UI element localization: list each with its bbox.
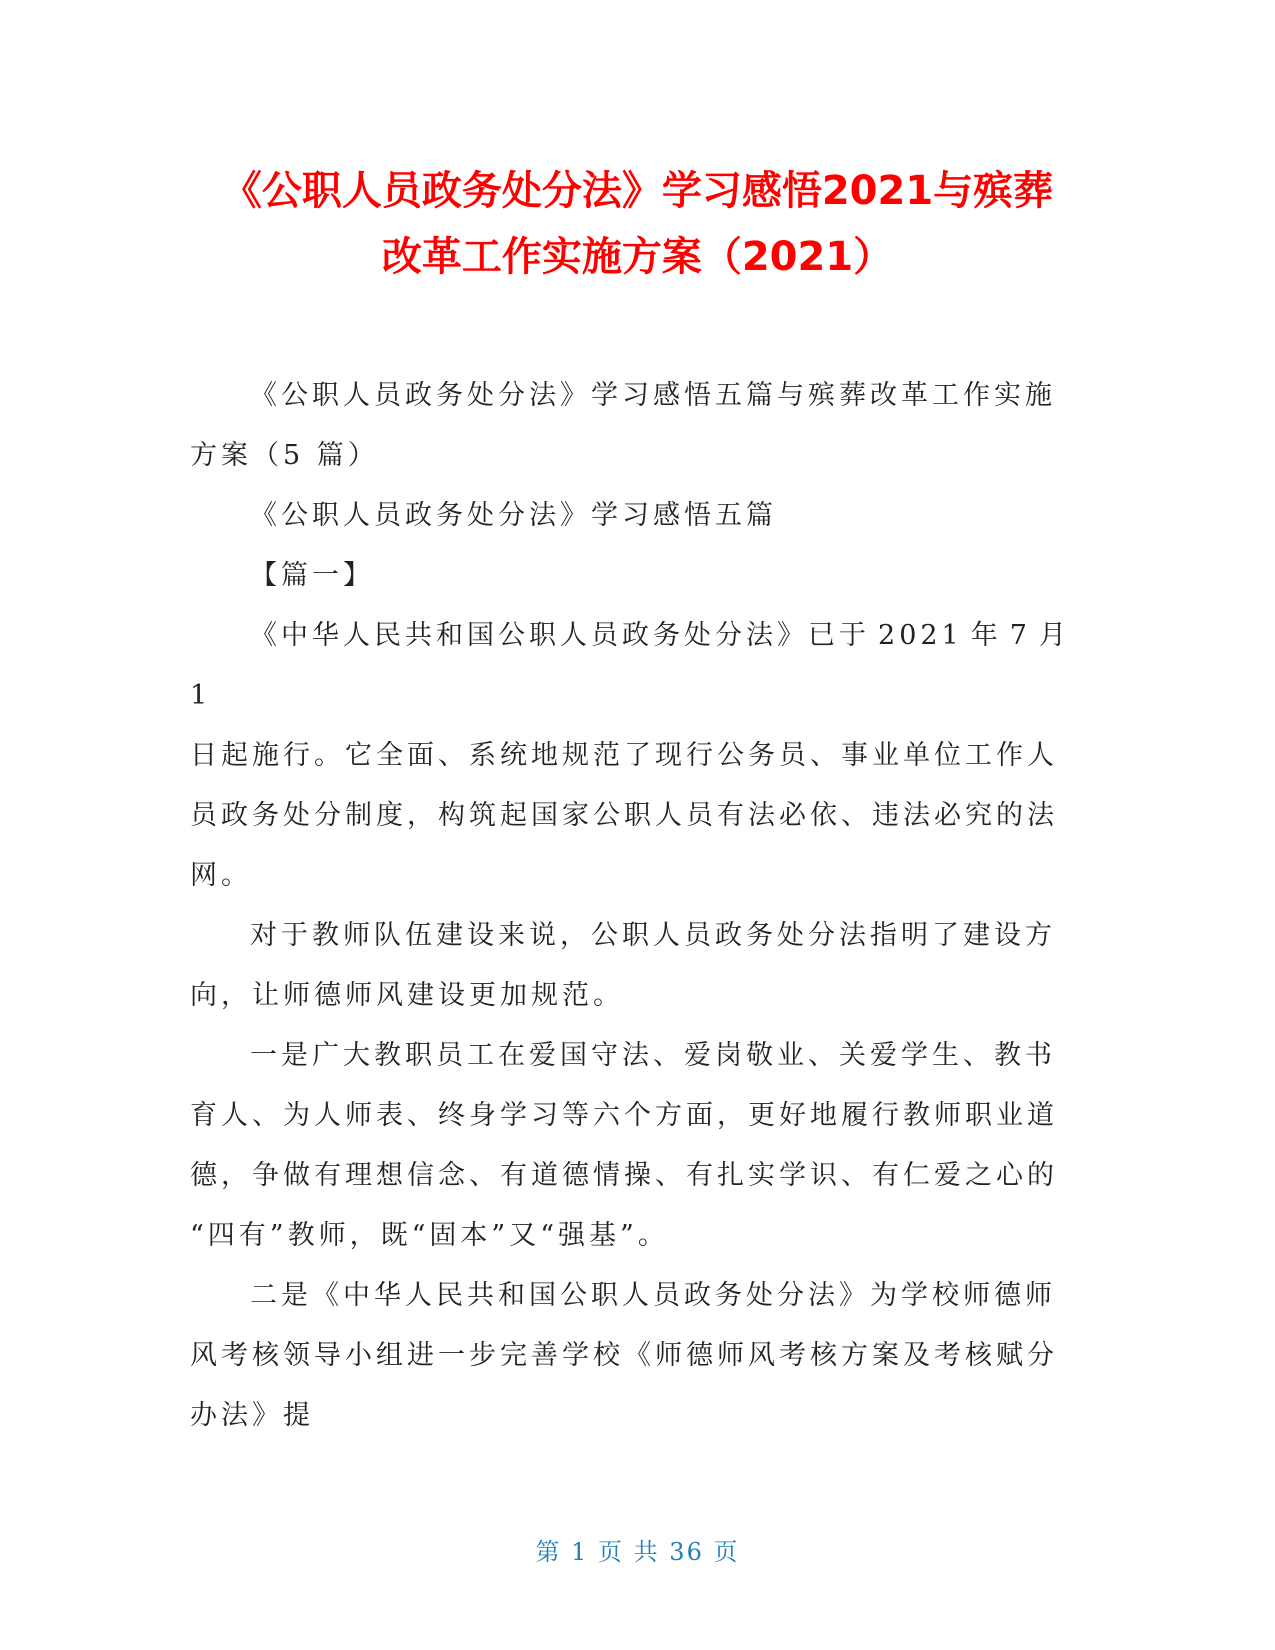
- paragraph-line: 一是广大教职员工在爱国守法、爱岗敬业、关爱学生、教书: [250, 1040, 1056, 1071]
- paragraph-line: 育人、为人师表、终身学习等六个方面，更好地履行教师职业道: [190, 1100, 1058, 1131]
- text-segment: 7: [1009, 620, 1031, 651]
- paragraph-line: “四有”教师，既“固本”又“强基”。: [190, 1220, 669, 1251]
- paragraph-line: 网。: [190, 860, 252, 891]
- paragraph-line: 对于教师队伍建设来说，公职人员政务处分法指明了建设方: [250, 920, 1056, 951]
- text-segment: 月: [1038, 620, 1070, 651]
- paragraph-line: 《公职人员政务处分法》学习感悟五篇: [250, 500, 777, 531]
- document-body: [190, 366, 1070, 1446]
- paragraph-line: 风考核领导小组进一步完善学校《师德师风考核方案及考核赋分: [190, 1340, 1058, 1371]
- paragraph-line: 向，让师德师风建设更加规范。: [190, 980, 624, 1011]
- paragraph-line: 员政务处分制度，构筑起国家公职人员有法必依、违法必究的法: [190, 800, 1058, 831]
- title-line-2: 改革工作实施方案（2021）: [381, 234, 894, 280]
- paragraph-line: 办法》提: [190, 1400, 314, 1431]
- text-segment: 年: [970, 620, 1002, 651]
- page-footer: 第 1 页 共 36 页: [535, 1538, 740, 1566]
- paragraph-line: 《公职人员政务处分法》学习感悟五篇与殡葬改革工作实施: [250, 380, 1056, 411]
- document-title: [150, 158, 1125, 290]
- section-heading: 【篇一】: [250, 560, 374, 591]
- paragraph-line: 二是《中华人民共和国公职人员政务处分法》为学校师德师: [250, 1280, 1056, 1311]
- paragraph-line: 方案（5 篇）: [190, 440, 379, 471]
- paragraph-line: 1: [190, 680, 212, 711]
- paragraph-line: 德，争做有理想信念、有道德情操、有扎实学识、有仁爱之心的: [190, 1160, 1058, 1191]
- paragraph-line: [190, 606, 1070, 666]
- text-segment: 《中华人民共和国公职人员政务处分法》已于: [250, 620, 870, 651]
- paragraph-line: 日起施行。它全面、系统地规范了现行公务员、事业单位工作人: [190, 740, 1058, 771]
- title-line-1: 《公职人员政务处分法》学习感悟2021与殡葬: [221, 168, 1054, 214]
- text-segment: 2021: [878, 620, 963, 651]
